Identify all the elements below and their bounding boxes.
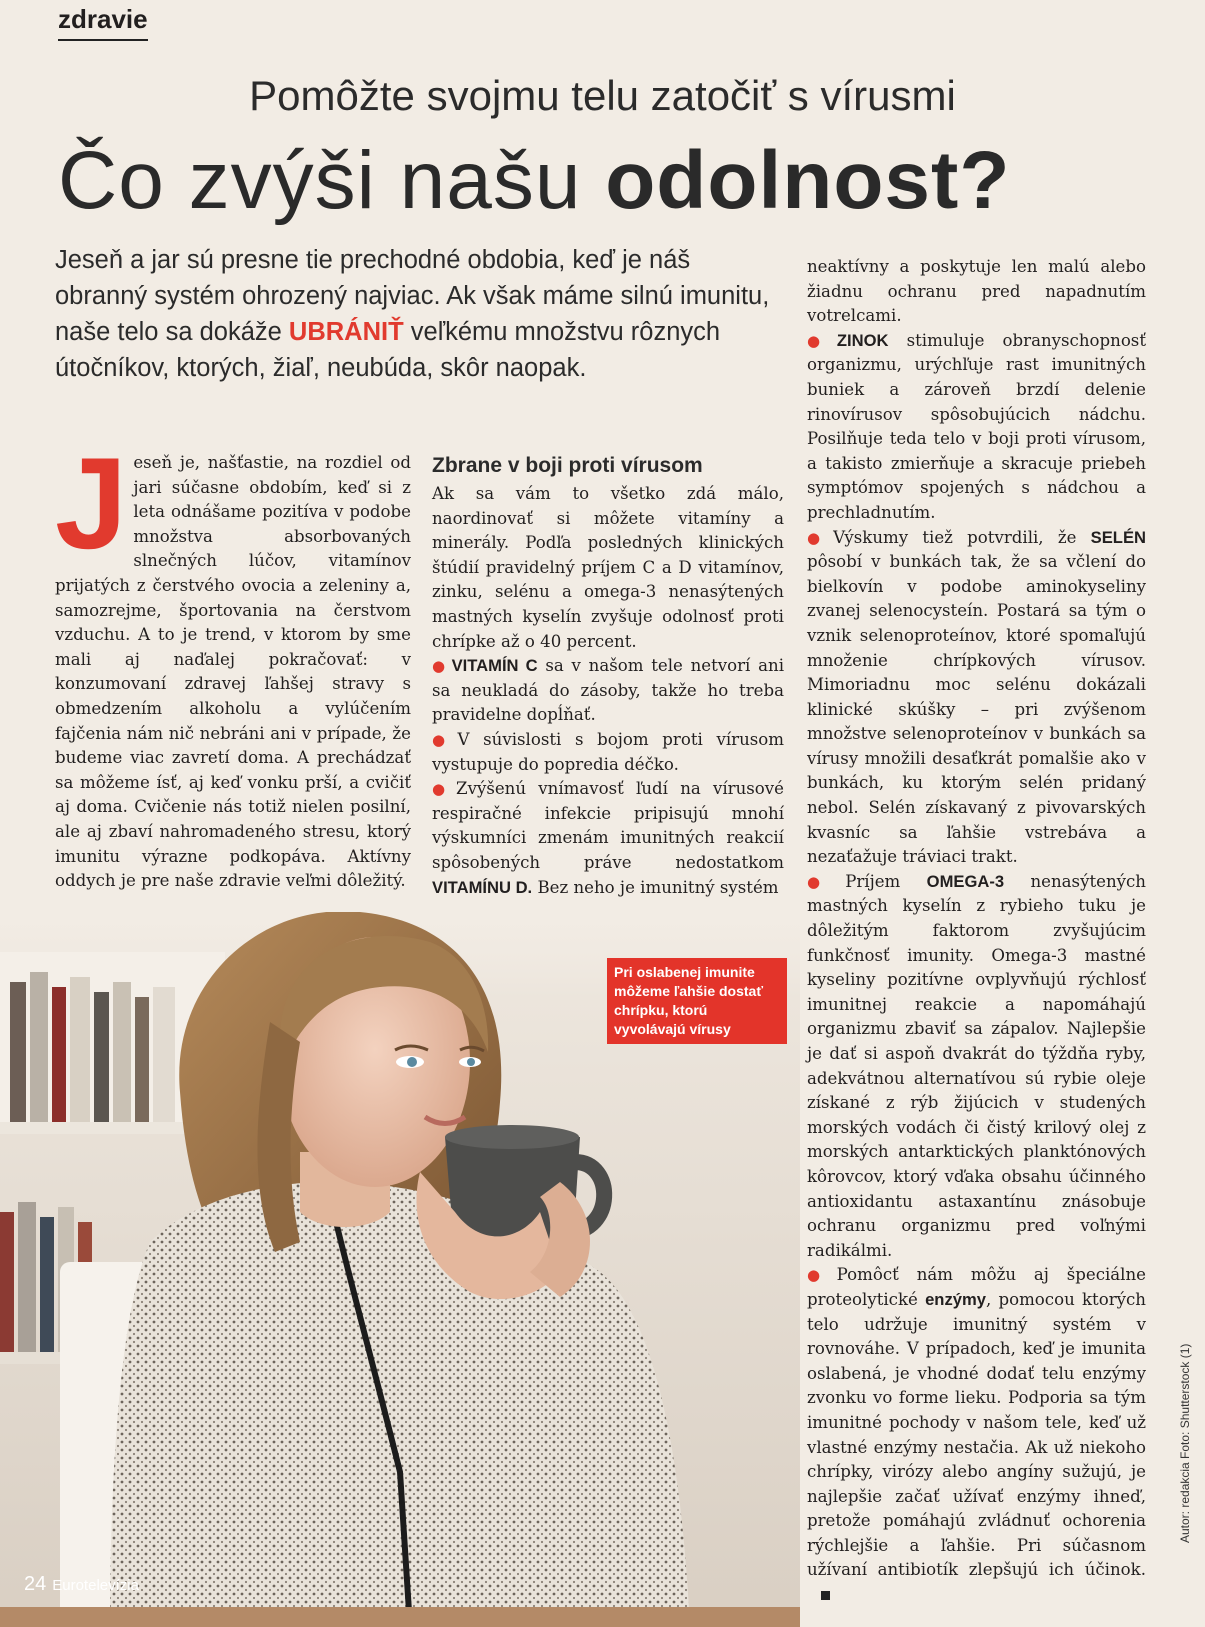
page-number: 24 — [24, 1573, 47, 1595]
article-column-3 — [807, 255, 1146, 1608]
bullet-dot-icon: ● — [807, 872, 842, 891]
bullet-text-pre: Výskumy tiež potvrdili, že — [833, 527, 1091, 547]
bullet-text: Zvýšenú vnímavosť ľudí na vírusové respiračné infekcie pripisujú mnohí výskumníci zmenám imunitných reakcií spôsobených práve nedostatkom — [432, 779, 784, 872]
bullet-text-pre: Pomôcť nám môžu aj špeciálne proteolytické — [807, 1265, 1147, 1309]
keyword-omega3: OMEGA-3 — [926, 871, 1005, 891]
bullet-vitamin-d-intro — [432, 728, 784, 777]
keyword-vitamin-d: VITAMÍNU D. — [432, 877, 533, 897]
bullet-dot-icon: ● — [807, 528, 830, 547]
bullet-text: sa v našom tele netvorí ani sa neukladá do zásoby, takže ho treba pravidelne dopĺňať. — [432, 656, 784, 725]
lead-after: veľkému množstvu rôznych útočníkov, ktorých, žiaľ, neubúda, skôr naopak. — [55, 318, 721, 382]
bullet-dot-icon: ● — [807, 1266, 833, 1285]
bullet-selen — [807, 526, 1146, 870]
bullet-dot-icon: ● — [432, 730, 454, 749]
bullet-vitamin-d — [432, 777, 784, 900]
headline-normal: Čo zvýši našu — [58, 135, 606, 226]
bullet-text: nenasýtených mastných kyselín z rybieho tuku je dôležitým faktorom zvyšujúcim funkčnosť imunity. Omega-3 mastné kyseliny pozitívne ovplyvňujú rýchlosť imunitnej reakcie a napomáhajú organizmu zbaviť sa zápalov. Najlepšie je dať si aspoň dvakrát do týždňa ryby, adekvátnou alternatívou sú rybie oleje získané z rýb žijúcich v studených morských vodách či čistý krilový olej z morských antarktických planktónových kôrovcov, ktorý vďaka obsahu účinného antioxidantu astaxantínu znásobuje ochranu organizmu pred voľnými radikálmi. — [807, 871, 1146, 1260]
bullet-text-pre: Príjem — [845, 871, 927, 891]
bullet-text: stimuluje obranyschopnosť organizmu, urýchľuje rast imunitných buniek a zároveň brzdí delenie rinovírusov spôsobujúcich nádchu. Posilňuje teda telo v boji proti vírusom, a takisto zmierňuje a skracuje priebeh symptómov spojených s nádchou a prechladnutím. — [807, 330, 1146, 522]
bullet-text: V súvislosti s bojom proti vírusom vystupuje do popredia déčko. — [432, 729, 785, 774]
subheading: Zbrane v boji proti vírusom — [432, 454, 703, 477]
article-column-1 — [55, 430, 411, 894]
bullet-text-tail: Bez neho je imunitný systém — [532, 877, 779, 897]
bullet-dot-icon: ● — [807, 331, 833, 350]
col2-paragraph: Ak sa vám to všetko zdá málo, naordinovať si môžete vitamíny a minerály. Podľa posledných klinických štúdií pravidelný príjem C a D vitamínov, zinku, selénu a omega-3 nenasýtených mastných kyselín zvyšuje odolnosť proti chrípke až o 40 percent. — [432, 484, 784, 651]
page-footer — [24, 1573, 139, 1596]
lead-paragraph — [55, 242, 785, 386]
article-column-2 — [432, 452, 784, 900]
magazine-name: Eurotelevízia — [52, 1577, 139, 1594]
kicker-headline: Pomôžte svojmu telu zatočiť s vírusmi — [249, 72, 956, 119]
photo-caption: Pri oslabenej imunite môžeme ľahšie dostať chrípku, ktorú vyvolávajú vírusy — [607, 958, 787, 1044]
bullet-dot-icon: ● — [432, 657, 448, 676]
bullet-vitamin-c — [432, 654, 784, 728]
headline-bold: odolnost? — [605, 135, 1011, 226]
main-headline — [58, 134, 1010, 228]
keyword-enzymy: enzýmy — [925, 1289, 986, 1309]
drop-cap: J — [55, 430, 128, 576]
photo-credit: Autor: redakcia Foto: Shutterstock (1) — [1178, 1343, 1192, 1543]
lead-before: Jeseň a jar sú presne tie prechodné obdobia, keď je náš obranný systém ohrozený najviac. Ak však máme silnú imunitu, naše telo sa dokáže — [55, 246, 770, 346]
section-label: zdravie — [58, 4, 148, 41]
bullet-zinok — [807, 329, 1146, 526]
bullet-omega3 — [807, 870, 1146, 1264]
keyword-vitamin-c: VITAMÍN C — [451, 656, 538, 676]
lead-highlight: UBRÁNIŤ — [288, 318, 404, 346]
keyword-zinok: ZINOK — [836, 330, 889, 350]
col1-text: eseň je, našťastie, na rozdiel od jari súčasne obdobím, keď si z leta odnášame pozitíva v podobe množstva absorbovaných slnečných lúčov, vitamínov prijatých z čerstvého ovocia a zeleniny a, samozrejme, športovania na čerstvom vzduchu. A to je trend, v ktorom by sme mali aj naďalej pokračovať: v konzumovaní zdravej ľahšej stravy s obmedzením alkoholu a vylúčením fajčenia nám nič nebráni ani v prípade, že budeme viac zavretí doma. A prechádzať sa môžeme ísť, aj keď vonku prší, a cvičiť aj doma. Cvičenie nás totiž nielen posilní, ale aj zbaví nahromadeného stresu, ktorý imunitu výrazne podkopáva. Aktívny oddych je pre naše zdravie veľmi dôležitý. — [55, 453, 411, 891]
bullet-dot-icon: ● — [432, 780, 453, 799]
col3-continuation: neaktívny a poskytuje len malú alebo žiadnu ochranu pred napadnutím votrelcami. — [807, 257, 1146, 326]
bullet-enzymy — [807, 1263, 1146, 1607]
bullet-text: , pomocou ktorých telo udržuje imunitný systém v rovnováhe. V prípadoch, keď je imunita oslabená, je vhodné dodať telu enzýmy zvonku vo forme lieku. Podporia sa tým imunitné pochody v našom tele, keď už vlastné enzýmy nestačia. Ak už niekoho chrípky, virózy alebo angíny sužujú, je najlepšie začať užívať enzýmy ihneď, pretože pomáhajú zvládnuť ochorenia rýchlejšie a ľahšie. Pri súčasnom užívaní antibiotík zlepšujú ich účinok. — [807, 1289, 1146, 1580]
bullet-text: pôsobí v bunkách tak, že sa včlení do bielkovín v podobe aminokyseliny zvanej selenocysteín. Postará sa tým o vznik selenoproteínov, ktoré spomaľujú množenie chrípkových vírusov. Mimoriadnu moc selénu dokázali klinické skúšky – pri zvýšenom množstve selenoproteínov v bunkách sa vírusy množili desaťkrát pomalšie ako v bunkách, ku ktorým selén pridaný nebol. Selén získavaný z pivovarských kvasníc sa ľahšie vstrebáva a nezaťažuje tráviaci trakt. — [807, 552, 1146, 867]
keyword-selen: SELÉN — [1090, 527, 1146, 547]
end-mark-icon — [821, 1591, 830, 1600]
